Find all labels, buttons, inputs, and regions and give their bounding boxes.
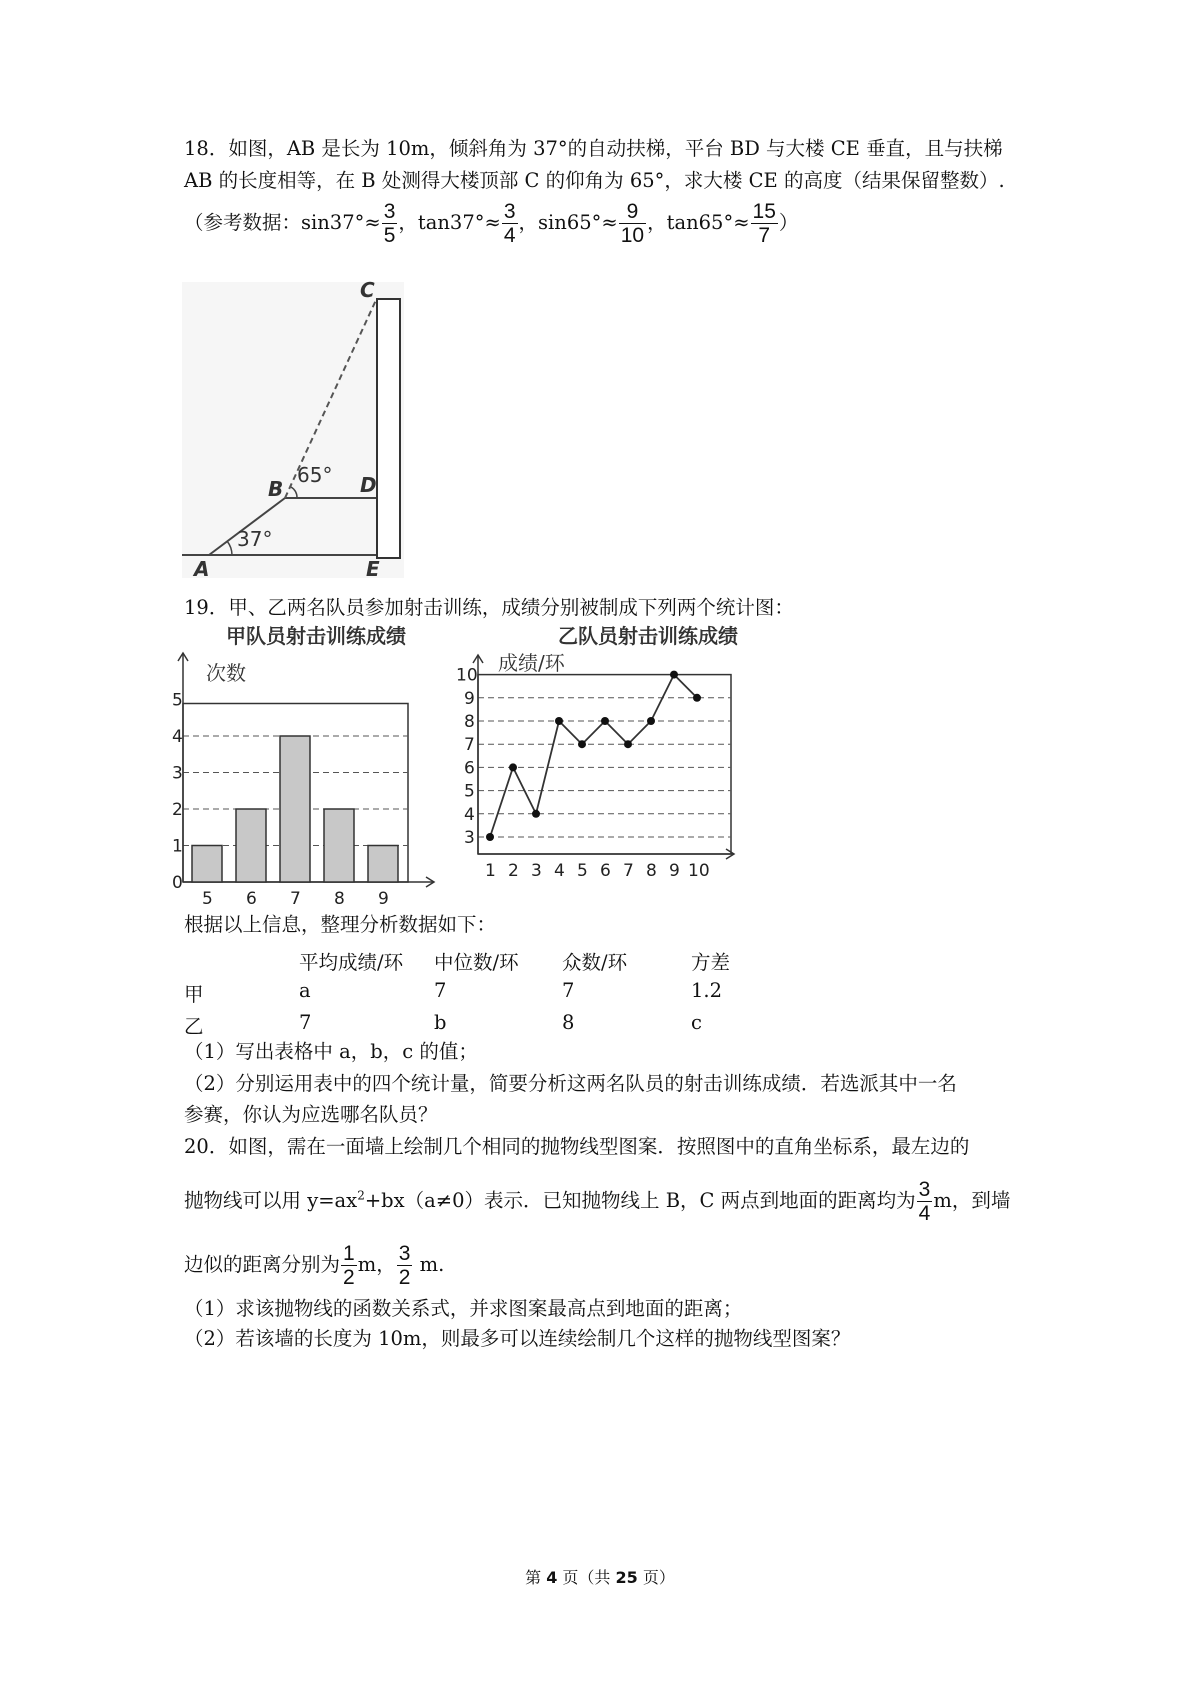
x-tick-label: 6 <box>246 889 257 909</box>
y-tick-label: 2 <box>172 800 183 820</box>
q20-line2-a: 抛物线可以用 y=ax <box>184 1189 358 1212</box>
fraction-3-4: $\frac{3}{4}$ <box>503 200 516 247</box>
data-point <box>601 717 609 725</box>
x-tick-label: 8 <box>646 861 657 881</box>
x-tick-label: 2 <box>508 861 519 881</box>
x-tick-label: 7 <box>290 889 301 909</box>
data-point <box>486 833 494 841</box>
ref-sep2: ，sin65°≈ <box>518 211 618 234</box>
data-point <box>509 763 517 771</box>
total-pages: 25 <box>615 1568 638 1587</box>
y-tick-label: 3 <box>172 763 183 784</box>
x-tick-label: 5 <box>202 889 213 909</box>
row-yi-variance: c <box>691 1011 702 1034</box>
fraction-9-10: $\frac{9}{10}$ <box>620 200 645 247</box>
page-footer: 第 4 页（共 25 页） <box>525 1568 675 1587</box>
fraction-3-2: $\frac{3}{2}$ <box>398 1242 411 1289</box>
y-tick-label: 5 <box>464 781 475 802</box>
fraction-3-4-q20: $\frac{3}{4}$ <box>918 1178 931 1225</box>
escalator-figure <box>182 278 404 581</box>
bar <box>192 846 222 883</box>
bar <box>324 809 354 882</box>
row-yi-mode: 8 <box>562 1011 575 1034</box>
x-tick-label: 3 <box>531 861 542 881</box>
y-tick-label: 4 <box>464 804 475 825</box>
q20-line3-a: 边似的距离分别为 <box>184 1253 341 1276</box>
bar <box>280 736 310 882</box>
page-number: 4 <box>546 1568 558 1587</box>
chart-jia-title: 甲队员射击训练成绩 <box>226 624 406 648</box>
q19-after-text: 根据以上信息，整理分析数据如下： <box>184 913 497 936</box>
fraction-15-7: $\frac{15}{7}$ <box>752 200 776 247</box>
label-angle-65: 65° <box>297 463 333 487</box>
series-line <box>490 675 697 837</box>
row-jia-avg: a <box>299 979 311 1002</box>
y-tick-label: 1 <box>172 836 183 857</box>
q20-exponent: 2 <box>357 1188 365 1203</box>
ref-sep3: ，tan65°≈ <box>647 211 750 234</box>
bar-chart-jia <box>172 624 481 910</box>
q19-part1: （1）写出表格中 a，b，c 的值； <box>184 1040 478 1063</box>
y-tick-label: 0 <box>172 873 183 893</box>
row-yi-name: 乙 <box>184 1015 204 1038</box>
data-point <box>647 717 655 725</box>
q19-intro: 19．甲、乙两名队员参加射击训练，成绩分别被制成下列两个统计图： <box>184 596 794 619</box>
q18-reference-data <box>184 200 1034 247</box>
y-tick-label: 7 <box>464 735 475 756</box>
data-point <box>693 694 701 702</box>
th-mode: 众数/环 <box>562 951 628 974</box>
row-jia-variance: 1.2 <box>691 979 723 1002</box>
label-d: D <box>360 473 377 497</box>
label-e: E <box>366 557 380 581</box>
building-ce <box>377 299 400 558</box>
ref-prefix: （参考数据：sin37°≈ <box>184 211 381 234</box>
ref-sep1: ，tan37°≈ <box>398 211 501 234</box>
ref-suffix: ） <box>778 211 799 234</box>
stats-table <box>184 947 884 1047</box>
y-tick-label: 9 <box>464 688 475 709</box>
th-avg: 平均成绩/环 <box>299 951 404 974</box>
label-a: A <box>194 557 210 581</box>
label-c: C <box>360 278 375 302</box>
x-tick-label: 5 <box>577 861 588 881</box>
plot-frame <box>478 675 731 854</box>
row-jia-median: 7 <box>434 979 447 1002</box>
x-tick-label: 7 <box>623 861 634 881</box>
q20-part1: （1）求该抛物线的函数关系式，并求图案最高点到地面的距离； <box>184 1297 743 1320</box>
x-tick-label: 4 <box>554 861 565 881</box>
x-tick-label: 8 <box>334 889 345 909</box>
label-angle-37: 37° <box>237 527 273 551</box>
x-tick-label: 6 <box>600 861 611 881</box>
th-variance: 方差 <box>691 951 731 974</box>
data-point <box>555 717 563 725</box>
data-point <box>624 740 632 748</box>
x-tick-label: 1 <box>485 861 496 881</box>
y-tick-label: 3 <box>464 828 475 848</box>
q20-line3-c: m. <box>413 1253 445 1276</box>
q20-line2 <box>184 1178 1034 1225</box>
q18-line2: AB 的长度相等，在 B 处测得大楼顶部 C 的仰角为 65°，求大楼 CE 的高度（结果保留整数）. <box>184 169 1005 192</box>
data-point <box>532 810 540 818</box>
fraction-1-2: $\frac{1}{2}$ <box>343 1242 355 1289</box>
bar <box>368 846 398 883</box>
y-tick-label: 6 <box>464 758 475 779</box>
fraction-3-5: $\frac{3}{5}$ <box>383 200 396 247</box>
q20-line3 <box>184 1242 1034 1289</box>
q20-line1: 20．如图，需在一面墙上绘制几个相同的抛物线型图案．按照图中的直角坐标系，最左边的 <box>184 1135 970 1158</box>
row-jia-name: 甲 <box>184 983 204 1006</box>
chart-jia-ylabel: 次数 <box>206 661 246 685</box>
q20-line2-b: +bx（a≠0）表示．已知抛物线上 B，C 两点到地面的距离均为 <box>364 1189 916 1212</box>
bar <box>236 809 266 882</box>
chart-yi-title: 乙队员射击训练成绩 <box>558 624 738 648</box>
row-jia-mode: 7 <box>562 979 575 1002</box>
y-tick-label: 5 <box>172 690 183 711</box>
data-point <box>578 740 586 748</box>
q19-part2-line1: （2）分别运用表中的四个统计量，简要分析这两名队员的射击训练成绩．若选派其中一名 <box>184 1072 957 1095</box>
q19-part2-line2: 参赛，你认为应选哪名队员？ <box>184 1103 438 1126</box>
x-tick-label: 9 <box>669 861 680 881</box>
th-median: 中位数/环 <box>434 951 519 974</box>
q20-line3-b: m， <box>357 1253 396 1276</box>
row-yi-avg: 7 <box>299 1011 312 1034</box>
y-tick-label: 4 <box>172 727 183 747</box>
q20-line2-c: m，到墙 <box>933 1189 1011 1212</box>
line-chart-yi <box>456 624 808 910</box>
q20-part2: （2）若该墙的长度为 10m，则最多可以连续绘制几个这样的抛物线型图案？ <box>184 1327 851 1350</box>
label-b: B <box>268 477 284 501</box>
y-tick-label: 10 <box>456 665 478 686</box>
x-tick-label: 9 <box>378 889 389 909</box>
data-point <box>670 671 678 679</box>
y-tick-label: 8 <box>464 712 475 732</box>
x-tick-label: 10 <box>688 861 710 881</box>
row-yi-median: b <box>434 1011 447 1034</box>
chart-yi-ylabel: 成绩/环 <box>498 651 565 675</box>
q18-line1: 18．如图，AB 是长为 10m，倾斜角为 37°的自动扶梯，平台 BD 与大楼 CE 垂直，且与扶梯 <box>184 137 1003 160</box>
